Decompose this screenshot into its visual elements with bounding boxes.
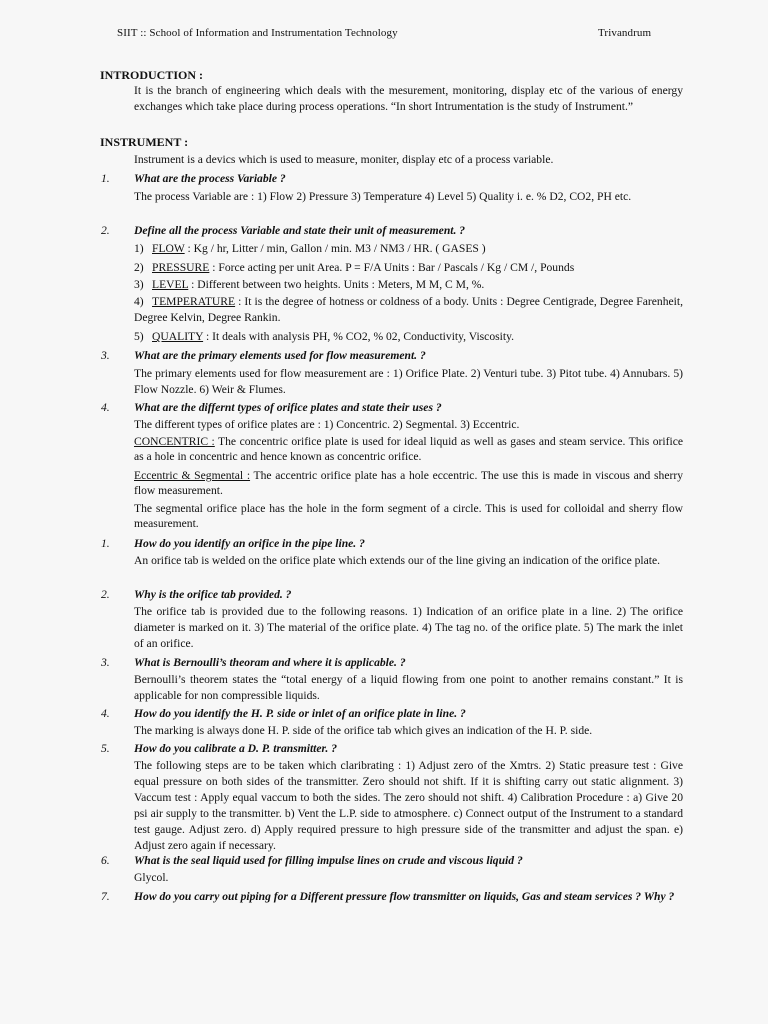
question-number: 2. xyxy=(101,588,110,601)
eccentric-paragraph xyxy=(134,469,683,498)
concentric-paragraph xyxy=(134,435,683,464)
question-number: 3. xyxy=(101,349,110,362)
header-school-name: SIIT :: School of Information and Instrumentation Technology xyxy=(117,27,398,39)
question-number: 5. xyxy=(101,742,110,755)
question-hp-side: How do you identify the H. P. side or inlet of an orifice plate in line. ? xyxy=(134,707,466,720)
definition-pressure: : Force acting per unit Area. P = F/A Units : Bar / Pascals / Kg / CM /, Pounds xyxy=(209,261,575,274)
answer-primary-elements: The primary elements used for flow measurement are : 1) Orifice Plate. 2) Venturi tube. 3) Pitot tube. 4) Annubars. 5) Flow Nozzle. 6) Weir & Flumes. xyxy=(134,367,683,396)
answer-bernoulli: Bernoulli’s theorem states the “total energy of a liquid flowing from one point to another remains constant.” It is applicable for non compressible liquids. xyxy=(134,673,683,702)
concentric-text: The concentric orifice plate is used for ideal liquid as well as gases and steam service. This orifice as a hole in concentric and hence known as concentric orifice. xyxy=(134,435,683,463)
question-orifice-tab: Why is the orifice tab provided. ? xyxy=(134,588,292,601)
header-location: Trivandrum xyxy=(598,27,652,39)
term-concentric: CONCENTRIC : xyxy=(134,435,215,448)
answer-orifice-tab: The orifice tab is provided due to the following reasons. 1) Indication of an orifice plate in a line. 2) The orifice diameter is marked on it. 3) The material of the orifice plate. 4) The tag no. of the orifice plate. 5) The mark the inlet of an orifice. xyxy=(134,605,683,650)
term-pressure: PRESSURE xyxy=(152,261,210,274)
introduction-paragraph: It is the branch of engineering which deals with the mesurement, monitoring, display etc of the various of energy exchanges which take place during process operations. “In short Intrumentation is the study of Instrument.” xyxy=(134,84,683,113)
list-item-flow xyxy=(134,241,683,257)
list-item-temperature xyxy=(134,294,683,326)
definition-temperature: : It is the degree of hotness or coldness of a body. Units : Degree Centigrade, Degree Farenheit, Degree Kelvin, Degree Rankin. xyxy=(134,295,683,324)
question-define-variables: Define all the process Variable and state their unit of measurement. ? xyxy=(134,224,466,237)
term-level: LEVEL xyxy=(152,278,189,291)
question-identify-orifice: How do you identify an orifice in the pipe line. ? xyxy=(134,537,365,550)
answer-calibrate-dp: The following steps are to be taken which claribrating : 1) Adjust zero of the Xmtrs. 2) Static preasure test : Give equal pressure on both sides of the transmitter. Zero should not shift. If it is shifting carry out static alignment. 3) Vaccum test : Apply equal vaccum to both the sides. The zero should not shift. 4) Calibration Procedure : a) Give 20 psi air supply to the transmitter. b) Vent the L.P. side to atmosphere. c) Connect output of the Instrument to a standard test gauge. Adjust zero. d) Apply required pressure to high pressure side of the transmitter and adjust the span. e) Adjust zero again if necessary. xyxy=(134,759,683,852)
segmental-paragraph: The segmental orifice place has the hole in the form segment of a circle. This is used for colloidal and sherry flow measurement. xyxy=(134,502,683,530)
question-orifice-types: What are the differnt types of orifice plates and state their uses ? xyxy=(134,401,442,414)
question-process-variable: What are the process Variable ? xyxy=(134,172,286,185)
list-number: 3) xyxy=(134,278,144,291)
term-eccentric-segmental: Eccentric & Segmental : xyxy=(134,469,251,482)
instrument-paragraph: Instrument is a devics which is used to measure, moniter, display etc of a process variable. xyxy=(134,153,554,166)
list-item-quality xyxy=(134,329,683,345)
question-seal-liquid: What is the seal liquid used for filling impulse lines on crude and viscous liquid ? xyxy=(134,854,523,867)
question-number: 1. xyxy=(101,172,110,185)
answer-identify-orifice: An orifice tab is welded on the orifice plate which extends our of the line giving an indication of the orifice plate. xyxy=(134,554,661,567)
answer-hp-side: The marking is always done H. P. side of the orifice tab which gives an indication of the H. P. side. xyxy=(134,724,593,737)
list-number: 1) xyxy=(134,242,144,255)
term-temperature: TEMPERATURE xyxy=(152,295,236,308)
term-flow: FLOW xyxy=(152,242,185,255)
answer-process-variable: The process Variable are : 1) Flow 2) Pressure 3) Temperature 4) Level 5) Quality i. e. % D2, CO2, PH etc. xyxy=(134,190,632,203)
question-bernoulli: What is Bernoulli’s theoram and where it is applicable. ? xyxy=(134,656,406,669)
question-number: 3. xyxy=(101,656,110,669)
question-number: 7. xyxy=(101,890,110,903)
question-primary-elements: What are the primary elements used for flow measurement. ? xyxy=(134,349,426,362)
definition-flow: : Kg / hr, Litter / min, Gallon / min. M3 / NM3 / HR. ( GASES ) xyxy=(184,242,486,255)
eccentric-text: The accentric orifice plate has a hole eccentric. The use this is made in viscous and sherry flow measurement. xyxy=(134,469,683,497)
list-item-level xyxy=(134,277,683,293)
question-number: 1. xyxy=(101,537,110,550)
question-number: 6. xyxy=(101,854,110,867)
list-number: 5) xyxy=(134,330,144,343)
definition-level: : Different between two heights. Units : Meters, M M, C M, %. xyxy=(188,278,485,291)
list-number: 2) xyxy=(134,261,144,274)
question-number: 4. xyxy=(101,401,110,414)
question-number: 4. xyxy=(101,707,110,720)
question-calibrate-dp: How do you calibrate a D. P. transmitter. ? xyxy=(134,742,338,755)
answer-orifice-types: The different types of orifice plates are : 1) Concentric. 2) Segmental. 3) Eccentric. xyxy=(134,418,520,431)
term-quality: QUALITY xyxy=(152,330,204,343)
section-title-introduction: INTRODUCTION : xyxy=(100,68,204,82)
list-number: 4) xyxy=(134,295,144,308)
question-piping-dp: How do you carry out piping for a Different pressure flow transmitter on liquids, Gas and steam services ? Why ? xyxy=(134,890,675,903)
list-item-pressure xyxy=(134,260,683,276)
answer-seal-liquid: Glycol. xyxy=(134,871,169,884)
section-title-instrument: INSTRUMENT : xyxy=(100,135,189,149)
question-number: 2. xyxy=(101,224,110,237)
definition-quality: : It deals with analysis PH, % CO2, % 02, Conductivity, Viscosity. xyxy=(203,330,515,343)
